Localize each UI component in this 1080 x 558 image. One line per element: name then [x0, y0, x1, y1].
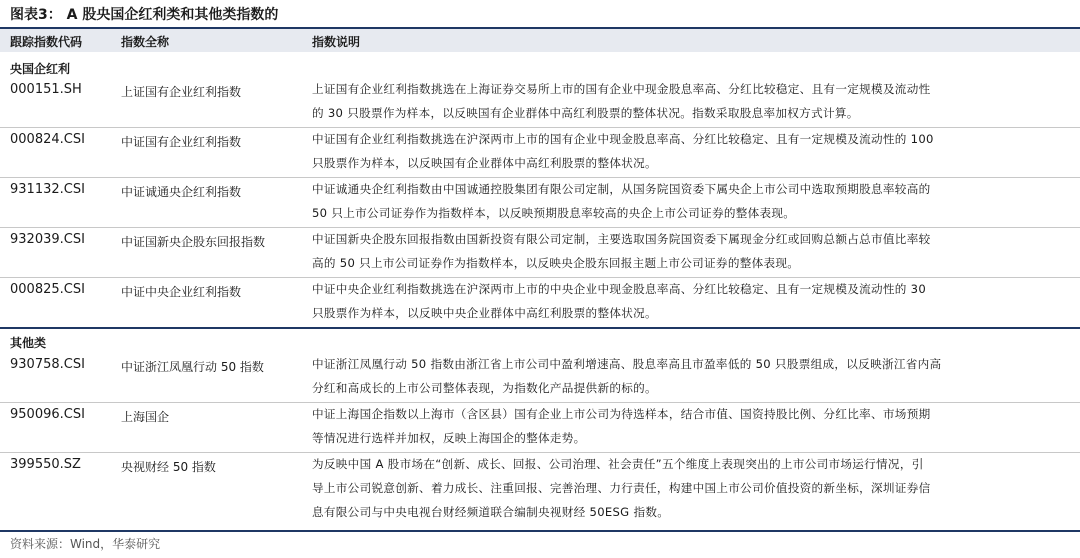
index-code: 000824.CSI: [10, 132, 85, 147]
index-description: 中证诚通央企红利指数由中国诚通控股集团有限公司定制，从国务院国资委下属央企上市公司中选取预期股息率较高的 50 只上市公司证券作为指数样本，以反映预期股息率较高的央企上市公司证券的整体表现。: [312, 182, 931, 220]
index-code: 000825.CSI: [10, 282, 85, 297]
index-name: 中证国新央企股东回报指数: [121, 235, 266, 249]
index-name: 上证国有企业红利指数: [121, 85, 242, 99]
index-code: 931132.CSI: [10, 182, 85, 197]
section-label-other: 其他类: [10, 336, 47, 350]
index-description: 中证浙江凤凰行动 50 指数由浙江省上市公司中盈利增速高、股息率高且市盈率低的 50 只股票组成，以反映浙江省内高 分红和高成长的上市公司整体表现，为指数化产品提供新的标的。: [312, 357, 942, 395]
index-description: 中证中央企业红利指数挑选在沪深两市上市的中央企业中现金股息率高、分红比较稳定、且有一定规模及流动性的 30 只股票作为样本，以反映中央企业群体中高红利股票的整体状况。: [312, 282, 927, 320]
index-code: 930758.CSI: [10, 357, 85, 372]
table-bottom-rule: [0, 530, 1080, 532]
index-name: 中证诚通央企红利指数: [121, 185, 242, 199]
index-code: 932039.CSI: [10, 232, 85, 247]
table-row: [0, 402, 1080, 453]
header-code: 跟踪指数代码: [10, 35, 83, 49]
table-row: [0, 277, 1080, 327]
header-name: 指数全称: [121, 35, 170, 49]
source-note: 资料来源：Wind，华泰研究: [10, 537, 161, 551]
index-name: 央视财经 50 指数: [121, 460, 216, 474]
table-header: [0, 29, 1080, 52]
table-row: [0, 127, 1080, 178]
table-row: [0, 177, 1080, 228]
index-code: 000151.SH: [10, 82, 82, 97]
index-name: 中证国有企业红利指数: [121, 135, 242, 149]
index-name: 中证中央企业红利指数: [121, 285, 242, 299]
section-divider: [0, 327, 1080, 329]
index-code: 950096.CSI: [10, 407, 85, 422]
figure-title: 图表3： A 股央国企红利类和其他类指数的: [10, 7, 279, 23]
index-name: 中证浙江凤凰行动 50 指数: [121, 360, 264, 374]
index-description: 中证上海国企指数以上海市（含区县）国有企业上市公司为待选样本，结合市值、国资持股比例、分红比率、市场预期 等情况进行选样并加权，反映上海国企的整体走势。: [312, 407, 931, 445]
index-description: 中证国新央企股东回报指数由国新投资有限公司定制，主要选取国务院国资委下属现金分红或回购总额占总市值比率较 高的 50 只上市公司证券作为指数样本，以反映央企股东回报主题上市公司证券的整体表现。: [312, 232, 931, 270]
table-row: [0, 452, 1080, 528]
index-name: 上海国企: [121, 410, 170, 424]
table-row: [0, 227, 1080, 278]
header-desc: 指数说明: [312, 35, 361, 49]
index-description: 为反映中国 A 股市场在“创新、成长、回报、公司治理、社会责任”五个维度上表现突出的上市公司市场运行情况，引 导上市公司锐意创新、着力成长、注重回报、完善治理、力行责任，构建中国上市公司价值投资的新坐标，深圳证券信 息有限公司与中央电视台财经频道联合编制央视财经 50ESG 指数。: [312, 457, 931, 519]
table-row: [0, 352, 1080, 403]
index-code: 399550.SZ: [10, 457, 81, 472]
table-row: [0, 77, 1080, 128]
index-description: 中证国有企业红利指数挑选在沪深两市上市的国有企业中现金股息率高、分红比较稳定、且有一定规模及流动性的 100 只股票作为样本，以反映国有企业群体中高红利股票的整体状况。: [312, 132, 934, 170]
index-description: 上证国有企业红利指数挑选在上海证券交易所上市的国有企业中现金股息率高、分红比较稳定、且有一定规模及流动性 的 30 只股票作为样本，以反映国有企业群体中高红利股票的整体状况。指数采取股息率加权方式计算。: [312, 82, 931, 120]
section-label-soe: 央国企红利: [10, 62, 71, 76]
title-bar: [0, 0, 1080, 29]
